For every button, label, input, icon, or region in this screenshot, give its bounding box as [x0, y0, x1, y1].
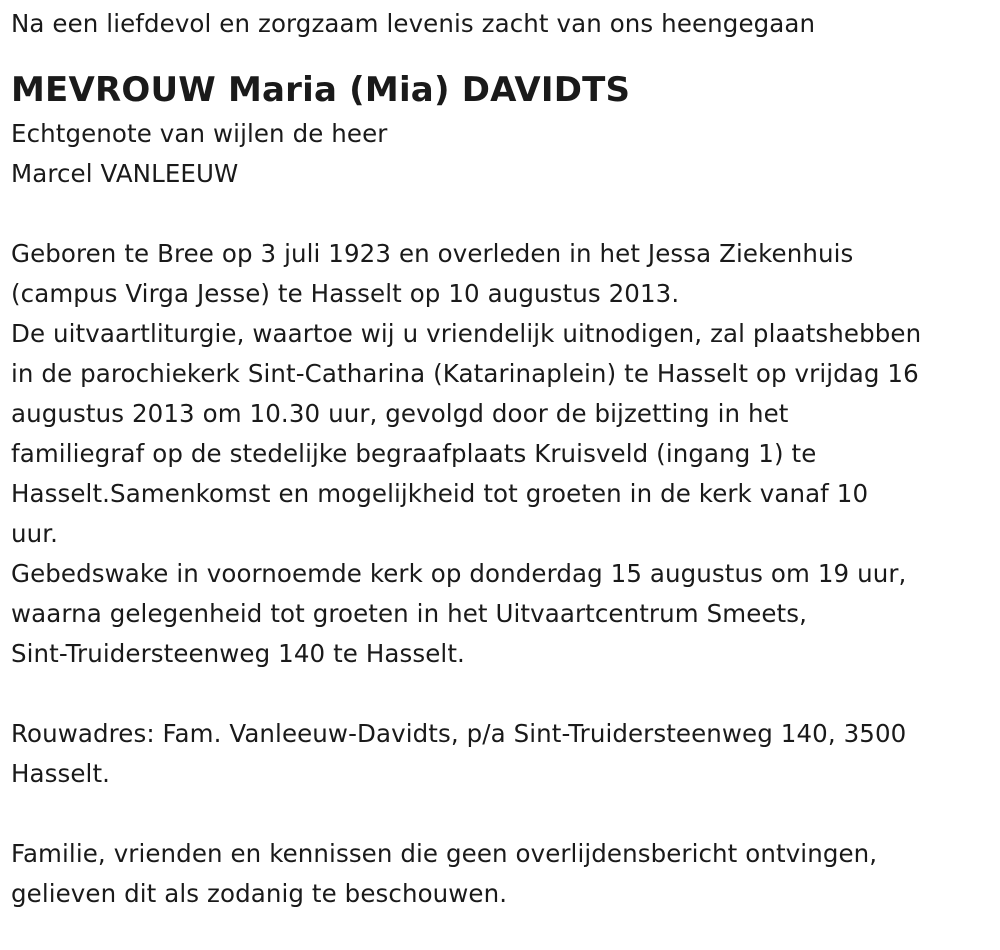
details-line: (campus Virga Jesse) te Hasselt op 10 augustus 2013.	[11, 279, 680, 308]
address-line: Rouwadres: Fam. Vanleeuw-Davidts, p/a Sint-Truidersteenweg 140, 3500	[11, 719, 907, 748]
details-line: Gebedswake in voornoemde kerk op donderdag 15 augustus om 19 uur,	[11, 559, 907, 588]
address-line: Hasselt.	[11, 759, 111, 788]
closing-block	[11, 834, 1000, 914]
details-line: De uitvaartliturgie, waartoe wij u vriendelijk uitnodigen, zal plaatshebben	[11, 319, 922, 348]
details-line: Sint-Truidersteenweg 140 te Hasselt.	[11, 639, 465, 668]
details-line: Hasselt.Samenkomst en mogelijkheid tot groeten in de kerk vanaf 10	[11, 479, 869, 508]
address-block	[11, 714, 1000, 794]
details-line: uur.	[11, 519, 59, 548]
spouse-line: Echtgenote van wijlen de heer	[11, 119, 388, 148]
spacer	[11, 794, 1000, 834]
spacer	[11, 194, 1000, 234]
spouse-block	[11, 114, 1000, 194]
details-line: augustus 2013 om 10.30 uur, gevolgd door de bijzetting in het	[11, 399, 789, 428]
intro-text: Na een liefdevol en zorgzaam levenis zacht van ons heengegaan	[11, 9, 816, 38]
details-line: familiegraf op de stedelijke begraafplaats Kruisveld (ingang 1) te	[11, 439, 817, 468]
details-block	[11, 234, 1000, 674]
details-line: Geboren te Bree op 3 juli 1923 en overleden in het Jessa Ziekenhuis	[11, 239, 854, 268]
details-line: waarna gelegenheid tot groeten in het Uitvaartcentrum Smeets,	[11, 599, 807, 628]
deceased-name: MEVROUW Maria (Mia) DAVIDTS	[11, 70, 631, 110]
closing-line: Familie, vrienden en kennissen die geen overlijdensbericht ontvingen,	[11, 839, 878, 868]
spacer	[11, 674, 1000, 714]
spouse-line: Marcel VANLEEUW	[11, 159, 239, 188]
closing-line: gelieven dit als zodanig te beschouwen.	[11, 879, 508, 908]
details-line: in de parochiekerk Sint-Catharina (Katarinaplein) te Hasselt op vrijdag 16	[11, 359, 919, 388]
